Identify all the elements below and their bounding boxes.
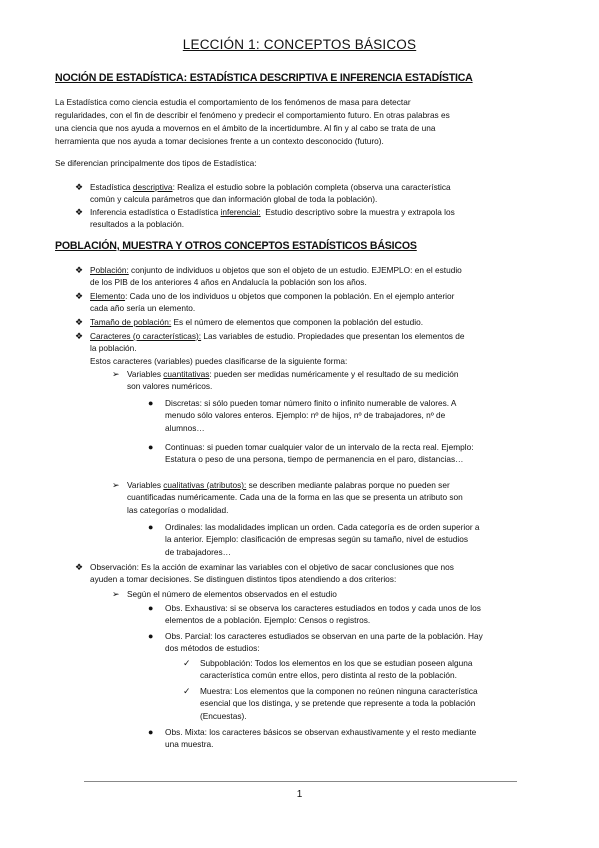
text-line: una ciencia que nos ayuda a movernos en el ámbito de la incertidumbre. Al fin y al cabo se trata de una bbox=[55, 123, 436, 133]
list-item-cualitativas: Variables cualitativas (atributos): se describen mediante palabras porque no pueden ser cuantificadas numéricamente. Cada una de la forma en las que se presenta un atributo son las categorías o modalidad. bbox=[127, 480, 463, 515]
types-intro: Se diferencian principalmente dos tipos de Estadística: bbox=[55, 158, 257, 168]
list-item-descriptiva: Estadística descriptiva: Realiza el estudio sobre la población completa (observa una característica común y calcula parámetros que dan información global de toda la población). bbox=[90, 182, 451, 205]
list-item-parcial: Obs. Parcial: los caracteres estudiados se observan en una parte de la población. Hay dos métodos de estudios: bbox=[165, 631, 483, 654]
list-item-caracteres: Caracteres (o características): Las variables de estudio. Propiedades que presentan los elementos de la población. Estos caracteres (variables) puedes clasificarse de la siguiente forma: bbox=[90, 331, 465, 366]
checkmark-icon: ✓ bbox=[183, 686, 191, 696]
text-line: regularidades, con el fin de describir el fenómeno y predecir el comportamiento futuro. En otras palabras es bbox=[55, 110, 450, 120]
text-line: La Estadística como ciencia estudia el comportamiento de los fenómenos de masa para detectar bbox=[55, 97, 411, 107]
section-heading-poblacion: POBLACIÓN, MUESTRA Y OTROS CONCEPTOS ESTADÍSTICOS BÁSICOS bbox=[55, 240, 417, 252]
list-item-observacion: Observación: Es la acción de examinar las variables con el objetivo de sacar conclusiones que nos ayuden a tomar decisiones. Se distinguen distintos tipos atendiendo a dos criterios: bbox=[90, 562, 454, 585]
diamond-bullet-icon: ❖ bbox=[75, 182, 84, 192]
dot-bullet-icon: ● bbox=[148, 727, 154, 737]
text-line: herramienta que nos ayuda a tomar decisiones frente a un contexto desconocido (futuro). bbox=[55, 136, 384, 146]
intro-paragraph bbox=[55, 96, 543, 148]
diamond-bullet-icon: ❖ bbox=[75, 291, 84, 301]
footer-divider bbox=[84, 781, 517, 782]
list-item-ordinales: Ordinales: las modalidades implican un orden. Cada categoría es de orden superior a la anterior. Ejemplo: clasificación de empresas según su tamaño, nivel de estudios de trabajadores… bbox=[165, 522, 480, 557]
dot-bullet-icon: ● bbox=[148, 631, 154, 641]
section-heading-estadistica: NOCIÓN DE ESTADÍSTICA: ESTADÍSTICA DESCRIPTIVA E INFERENCIA ESTADÍSTICA bbox=[55, 72, 473, 84]
list-item-segun: Según el número de elementos observados en el estudio bbox=[127, 589, 337, 599]
list-item-subpoblacion: Subpoblación: Todos los elementos en los que se estudian poseen alguna característica común entre ellos, pero distinta al resto de la población. bbox=[200, 658, 473, 681]
page-title: LECCIÓN 1: CONCEPTOS BÁSICOS bbox=[182, 37, 417, 52]
list-item-continuas: Continuas: si pueden tomar cualquier valor de un intervalo de la recta real. Ejemplo: Estatura o peso de una persona, tiempo de permanencia en el paro, distancias… bbox=[165, 442, 474, 465]
diamond-bullet-icon: ❖ bbox=[75, 207, 84, 217]
list-item-poblacion: Población: conjunto de individuos u objetos que son el objeto de un estudio. EJEMPLO: en el estudio de los PIB de los anteriores 4 años en Andalucía la población son los años. bbox=[90, 265, 462, 288]
diamond-bullet-icon: ❖ bbox=[75, 562, 84, 572]
list-item-tamano: Tamaño de población: Es el número de elementos que componen la población del estudio. bbox=[90, 317, 424, 327]
dot-bullet-icon: ● bbox=[148, 442, 154, 452]
list-item-elemento: Elemento: Cada uno de los individuos u objetos que componen la población. En el ejemplo anterior cada año sería un elemento. bbox=[90, 291, 455, 314]
list-item-cuantitativas: Variables cuantitativas: pueden ser medidas numéricamente y el resultado de su medición son valores numéricos. bbox=[127, 369, 459, 392]
list-item-discretas: Discretas: si sólo pueden tomar número finito o infinito numerable de valores. A menudo sólo valores enteros. Ejemplo: nº de hijos, nº de trabajadores, nº de alumnos… bbox=[165, 398, 457, 433]
term-inferencial: inferencial: bbox=[220, 207, 261, 217]
term-descriptiva: descriptiva bbox=[132, 182, 173, 192]
arrow-bullet-icon: ➢ bbox=[112, 369, 120, 379]
checkmark-icon: ✓ bbox=[183, 658, 191, 668]
dot-bullet-icon: ● bbox=[148, 398, 154, 408]
diamond-bullet-icon: ❖ bbox=[75, 265, 84, 275]
arrow-bullet-icon: ➢ bbox=[112, 589, 120, 599]
list-item-mixta: Obs. Mixta: los caracteres básicos se observan exhaustivamente y el resto mediante una muestra. bbox=[165, 727, 477, 750]
arrow-bullet-icon: ➢ bbox=[112, 480, 120, 490]
list-item-inferencial: Inferencia estadística o Estadística inferencial: Estudio descriptivo sobre la muestra y extrapola los resultados a la población. bbox=[90, 207, 455, 230]
diamond-bullet-icon: ❖ bbox=[75, 331, 84, 341]
dot-bullet-icon: ● bbox=[148, 522, 154, 532]
diamond-bullet-icon: ❖ bbox=[75, 317, 84, 327]
list-item-muestra: Muestra: Los elementos que la componen no reúnen ninguna característica esencial que los distinga, y se pretende que represente a toda la población (Encuestas). bbox=[200, 686, 478, 721]
list-item-exhaustiva: Obs. Exhaustiva: si se observa los caracteres estudiados en todos y cada unos de los elementos de a población. Ejemplo: Censos o registros. bbox=[165, 603, 481, 626]
dot-bullet-icon: ● bbox=[148, 603, 154, 613]
page-number: 1 bbox=[296, 789, 303, 800]
